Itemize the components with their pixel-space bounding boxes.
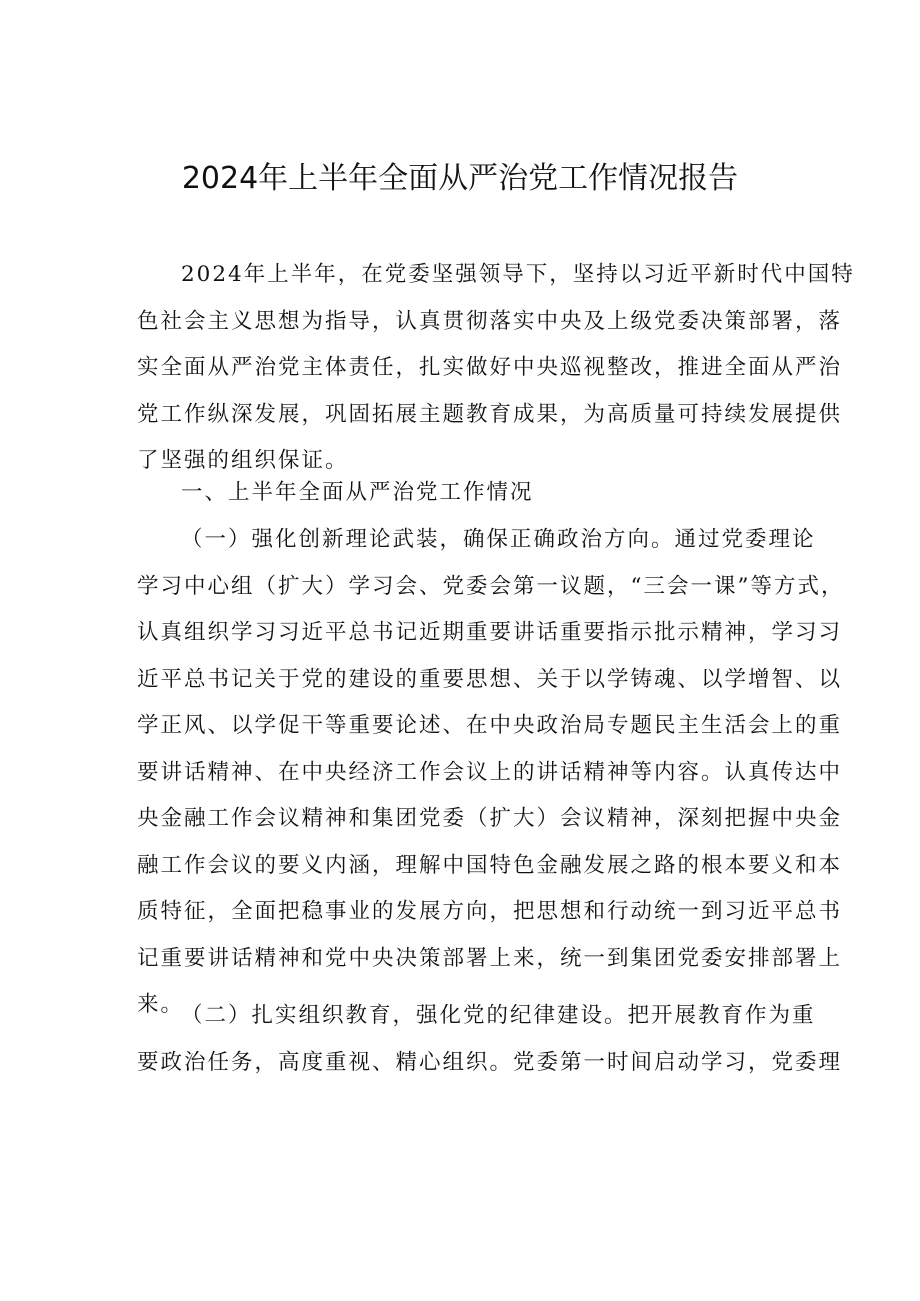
text-line: （二）扎实组织教育，强化党的纪律建设。把开展教育作为重 [181,1003,816,1028]
text-line: 学正风、以学促干等重要论述、在中央政治局专题民主生活会上的重 [137,713,843,738]
text-line: 要政治任务，高度重视、精心组织。党委第一时间启动学习，党委理 [137,1049,843,1075]
text-line: 记重要讲话精神和党中央决策部署上来，统一到集团党委安排部署上 [137,945,843,971]
text-line: 了坚强的组织保证。 [137,448,349,473]
text-line: 认真组织学习习近平总书记近期重要讲话重要指示批示精神，学习习 [137,620,843,645]
paragraph-intro [137,252,855,485]
text-line: 一、上半年全面从严治党工作情况 [181,480,534,505]
text-line: 来。 [137,992,185,1017]
text-line: 近平总书记关于党的建设的重要思想、关于以学铸魂、以学增智、以 [137,666,843,692]
paragraph-section-1-2 [137,993,843,1086]
document-title: 2024年上半年全面从严治党工作情况报告 [181,161,739,196]
paragraph-section-1-1 [137,517,845,1029]
text-line: 质特征，全面把稳事业的发展方向，把思想和行动统一到习近平总书 [137,899,843,924]
text-line: 央金融工作会议精神和集团党委（扩大）会议精神，深刻把握中央金 [137,806,843,831]
text-line: 2024年上半年，在党委坚强领导下，坚持以习近平新时代中国特 [181,262,855,287]
text-line: 实全面从严治党主体责任，扎实做好中央巡视整改，推进全面从严治 [137,355,843,380]
text-line: 学习中心组（扩大）学习会、党委会第一议题，“三会一课”等方式， [137,573,845,599]
text-line: 要讲话精神、在中央经济工作会议上的讲话精神等内容。认真传达中 [137,759,843,785]
text-line: 党工作纵深发展，巩固拓展主题教育成果，为高质量可持续发展提供 [137,401,843,427]
text-line: （一）强化创新理论武装，确保正确政治方向。通过党委理论 [181,527,816,552]
text-line: 融工作会议的要义内涵，理解中国特色金融发展之路的根本要义和本 [137,852,843,878]
section-heading-one [137,470,785,517]
text-line: 色社会主义思想为指导，认真贯彻落实中央及上级党委决策部署，落 [137,308,843,334]
